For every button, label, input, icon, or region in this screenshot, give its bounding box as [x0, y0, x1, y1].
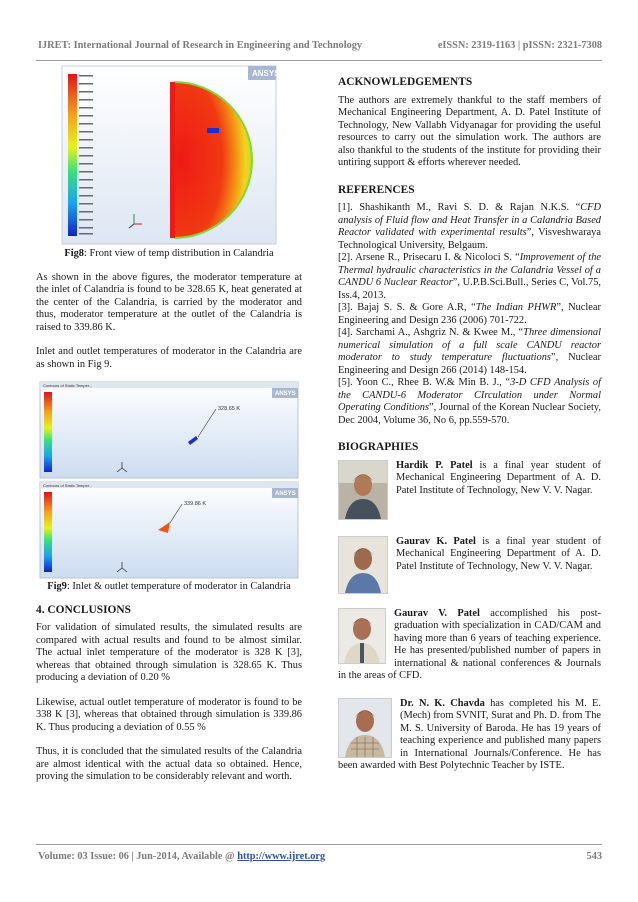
bio-text: is a final year student of Mechanical Engineering Department of A. D. Patel Institute of Technology, New V. V. Nagar. [396, 535, 601, 572]
bio-text: is a final year student of Mechanical Engineering Department of A. D. Patel Institute of Technology, New V. V. Nagar. [396, 459, 601, 496]
paragraph-fig9-intro: Inlet and outlet temperatures of moderator in the Calandria are as shown in Fig 9. [36, 346, 302, 370]
page-number: 543 [586, 851, 602, 862]
acknowledgements-heading: ACKNOWLEDGEMENTS [338, 76, 473, 88]
journal-website-link[interactable]: http://www.ijret.org [237, 851, 326, 862]
issn-info: eISSN: 2319-1163 | pISSN: 2321-7308 [437, 40, 602, 51]
conclusions-paragraph-1: For validation of simulated results, the simulated results are compared with actual results and found to be almost similar. The actual inlet temperature of the moderator is 328 K [3], whereas that obtained through simulation is 328.65 K. Thus producing a deviation of 0.20 % [36, 622, 302, 683]
references-list [338, 202, 601, 427]
fig9-top-panel-title: Contours of Static Temper... [43, 383, 93, 388]
fig9-top-ansys-logo: ANSYS [275, 391, 296, 397]
reference-item: [4]. Sarchami A., Ashgriz N. & Kwee M., “Three dimensional numerical simulation of a full scale CANDU reactor moderator to study temperature fluctuations”, Nuclear Engineering and Design 266 (2014) 148-154. [338, 327, 601, 376]
author-photo [338, 698, 392, 758]
fig9-caption: Fig9: Inlet & outlet temperature of moderator in Calandria [47, 581, 291, 592]
fig9-bottom-ansys-logo: ANSYS [275, 491, 296, 497]
fig9-image [40, 382, 298, 578]
conclusions-paragraph-3: Thus, it is concluded that the simulated results of the Calandria are almost identical with the actual data so obtained. Hence, proving the simulation to be considerably relevant and worth. [36, 746, 302, 782]
bio-name: Hardik P. Patel [396, 459, 473, 471]
paragraph-temperature: As shown in the above figures, the moderator temperature at the inlet of Calandria is found to be 328.65 K, heat generated at the center of the Calandria, is carried by the moderator and thus, moderator temperature at the outlet of the Calandria is raised to 339.86 K. [36, 271, 302, 333]
right-column [338, 66, 601, 773]
biography-gaurav-k [338, 536, 601, 608]
author-photo [338, 608, 386, 664]
bio-name: Gaurav K. Patel [396, 535, 476, 547]
biography-chavda [338, 698, 601, 773]
bio-name: Gaurav V. Patel [394, 607, 480, 619]
reference-item: [2]. Arsene R., Prisecaru I. & Nicoloci S. “Improvement of the Thermal hydraulic characteristics in the Calandria Vessel of a CANDU 6 Nuclear Reactor”, U.P.B.Sci.Bull., Series C, Vol.75, Iss.4, 2013. [338, 252, 602, 301]
conclusions-heading: 4. CONCLUSIONS [36, 603, 131, 616]
fig8-colorbar [68, 74, 77, 236]
conclusions-paragraph-2: Likewise, actual outlet temperature of moderator is found to be 338 K [3], whereas that obtained through simulation is 339.86 K. Thus producing a deviation of 0.55 % [36, 696, 302, 733]
fig8-ansys-logo: ANSYS [252, 69, 280, 78]
fig8-inlet-marker [207, 128, 219, 133]
author-photo [338, 460, 388, 520]
fig9-bottom-colorbar [44, 492, 52, 572]
fig9-bottom-panel-title: Contours of Static Temper... [43, 483, 93, 488]
biographies-heading: BIOGRAPHIES [338, 441, 419, 453]
reference-item: [3]. Bajaj S. S. & Gore A.R, “The Indian PHWR”, Nuclear Engineering and Design 236 (2006) 701-722. [338, 302, 601, 326]
references-heading: REFERENCES [338, 183, 415, 196]
bio-name: Dr. N. K. Chavda [400, 697, 485, 709]
header-divider [36, 60, 602, 61]
biography-hardik [338, 460, 601, 536]
reference-item: [1]. Shashikanth M., Ravi S. D. & Rajan N.K.S. “CFD analysis of Fluid flow and Heat Transfer in a Calandria Based Reactor validated with experimental results”, Visveshwaraya Technological University, Belgaum. [338, 202, 601, 251]
fig8-caption: Fig8: Front view of temp distribution in Calandria [64, 248, 274, 259]
author-photo [338, 536, 388, 594]
fig9-top-colorbar [44, 392, 52, 472]
bio-text: has completed his M. E. (Mech) from SVNIT, Surat and Ph. D. from The M. S. University of Baroda. He has 19 years of teaching experience and published many papers in International Journals/Conference. He has been awarded with Best Polytechnic Teacher by ISTE. [338, 697, 601, 771]
reference-item: [5]. Yoon C., Rhee B. W.& Min B. J., “3-D CFD Analysis of the CANDU-6 Moderator CIrculation under Normal Operating Conditions”, Journal of the Korean Nuclear Society, Dec 2004, Volume 36, No 6, pp.559-570. [338, 377, 601, 426]
acknowledgements-text: The authors are extremely thankful to the staff members of Mechanical Engineering Department, A. D. Patel Institute of Technology, New Vallabh Vidyanagar for providing the useful resources to carry out the simulation work. The authors are also thankful to the students of the institute for providing their untiring support & efforts wherever needed. [338, 94, 601, 168]
fig9-inlet-label: 328.65 K [218, 406, 241, 412]
fig8-image [62, 66, 280, 244]
left-column [36, 66, 302, 784]
journal-title: IJRET: International Journal of Research in Engineering and Technology [38, 40, 363, 51]
biography-gaurav-v [338, 608, 601, 698]
footer-divider [36, 844, 602, 845]
footer-volume-info: Volume: 03 Issue: 06 | Jun-2014, Available @ http://www.ijret.org [38, 851, 326, 862]
fig9-outlet-label: 339.86 K [184, 501, 207, 507]
bio-text: accomplished his post-graduation with specialization in CAD/CAM and having more than 6 years of teaching experience. He has presented/published number of papers in international & national conferences & Journals in the areas of CFD. [338, 607, 601, 681]
